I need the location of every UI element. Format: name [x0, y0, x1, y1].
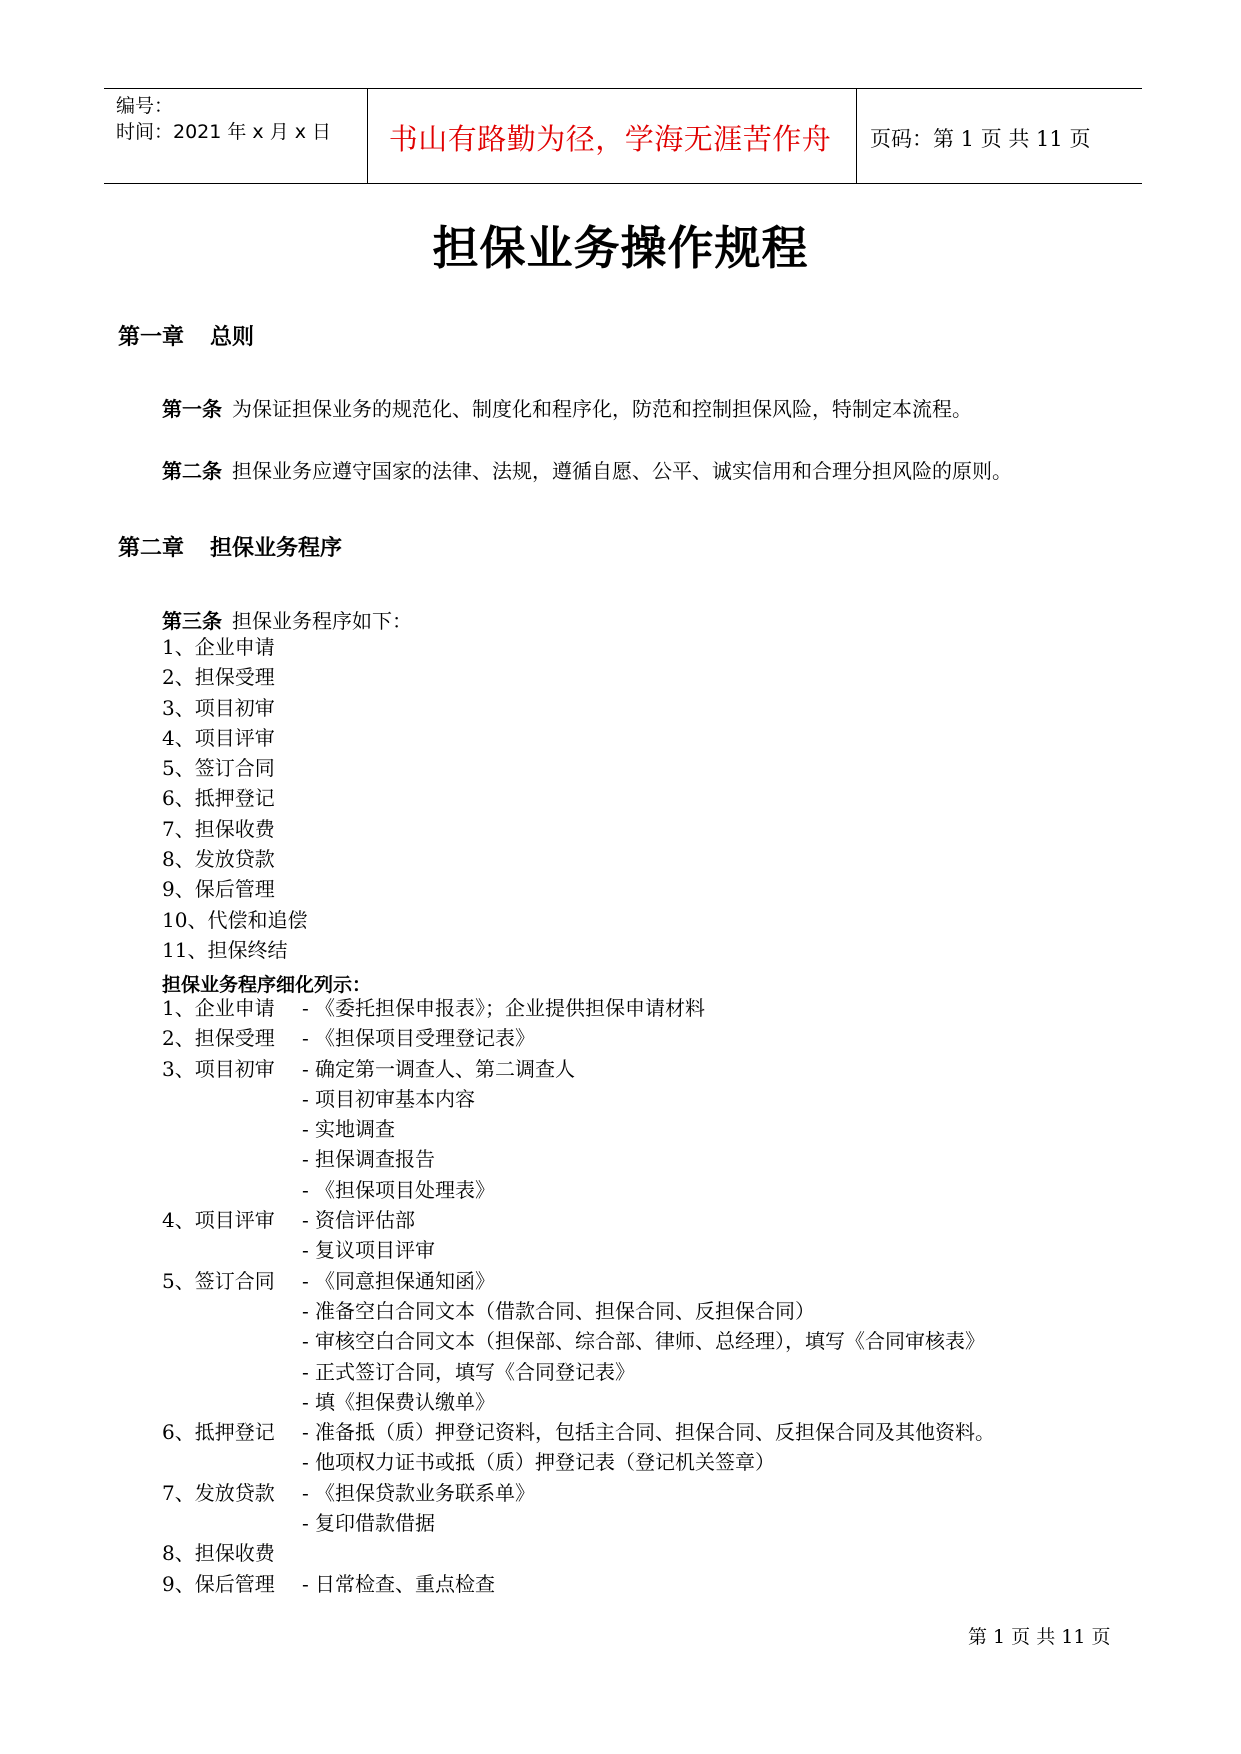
chapter-name: 总则	[210, 325, 255, 350]
detail-text: 实地调查	[315, 1117, 395, 1142]
detail-heading: 担保业务程序细化列示：	[162, 974, 372, 996]
detail-dash: -	[302, 1329, 309, 1354]
detail-dash: -	[302, 1117, 309, 1142]
article	[162, 393, 972, 422]
header-motto: 书山有路勤为径，学海无涯苦作舟	[388, 122, 832, 156]
detail-dash: -	[302, 1177, 309, 1202]
detail-dash: -	[302, 1389, 309, 1414]
header-page-info: 页码：第 1 页 共 11 页	[870, 127, 1091, 151]
article-number: 第二条	[162, 459, 222, 483]
time-label: 时间：2021 年 x 月 x 日	[116, 121, 332, 143]
detail-dash: -	[302, 1086, 309, 1111]
list-item: 3、项目初审	[162, 695, 275, 720]
detail-text: 项目初审基本内容	[315, 1086, 475, 1111]
list-item: 9、保后管理	[162, 877, 275, 902]
document-title: 担保业务操作规程	[432, 221, 809, 275]
step-list	[162, 632, 307, 965]
detail-dash: -	[302, 1359, 309, 1384]
detail-text: 复议项目评审	[315, 1238, 435, 1263]
header-left-cell	[116, 93, 361, 145]
detail-text: 正式签订合同，填写《合同登记表》	[315, 1359, 635, 1384]
list-item: 7、担保收费	[162, 816, 275, 841]
detail-label: 6、抵押登记	[162, 1420, 275, 1445]
detail-dash: -	[302, 1571, 309, 1596]
detail-text: 他项权力证书或抵（质）押登记表（登记机关签章）	[315, 1450, 775, 1475]
detail-text: 《担保贷款业务联系单》	[315, 1480, 535, 1505]
article	[162, 605, 412, 634]
detail-label: 2、担保受理	[162, 1026, 275, 1051]
detail-text: 审核空白合同文本（担保部、综合部、律师、总经理），填写《合同审核表》	[315, 1329, 985, 1354]
list-item: 8、发放贷款	[162, 847, 275, 872]
detail-label: 7、发放贷款	[162, 1480, 275, 1505]
detail-text: 资信评估部	[315, 1208, 415, 1233]
detail-dash: -	[302, 1511, 309, 1536]
detail-text: 准备空白合同文本（借款合同、担保合同、反担保合同）	[315, 1298, 815, 1323]
detail-text: 确定第一调查人、第二调查人	[315, 1056, 575, 1081]
detail-text: 准备抵（质）押登记资料，包括主合同、担保合同、反担保合同及其他资料。	[315, 1420, 995, 1445]
detail-text: 复印借款借据	[315, 1511, 435, 1536]
detail-label: 5、签订合同	[162, 1268, 275, 1293]
detail-text: 填《担保费认缴单》	[315, 1389, 495, 1414]
list-item: 10、代偿和追偿	[162, 907, 308, 932]
article-text: 担保业务程序如下：	[232, 609, 412, 633]
list-item: 1、企业申请	[162, 635, 275, 659]
detail-text: 日常检查、重点检查	[315, 1571, 495, 1596]
list-item: 6、抵押登记	[162, 786, 275, 811]
article-text: 为保证担保业务的规范化、制度化和程序化，防范和控制担保风险，特制定本流程。	[232, 397, 972, 421]
detail-text: 《委托担保申报表》；企业提供担保申请材料	[315, 996, 705, 1020]
detail-dash: -	[302, 1480, 309, 1505]
detail-text: 担保调查报告	[315, 1147, 435, 1172]
list-item: 4、项目评审	[162, 725, 275, 750]
number-label: 编号：	[116, 95, 174, 117]
header-table	[104, 88, 1142, 184]
detail-dash: -	[302, 996, 309, 1020]
page-footer: 第 1 页 共 11 页	[968, 1626, 1111, 1648]
detail-dash: -	[302, 1238, 309, 1263]
article	[162, 455, 1012, 484]
detail-dash: -	[302, 1026, 309, 1051]
chapter-number: 第一章	[118, 325, 185, 350]
detail-dash: -	[302, 1450, 309, 1475]
list-item: 11、担保终结	[162, 937, 288, 962]
chapter-number: 第二章	[118, 536, 185, 561]
detail-label: 4、项目评审	[162, 1208, 275, 1233]
article-text: 担保业务应遵守国家的法律、法规，遵循自愿、公平、诚实信用和合理分担风险的原则。	[232, 459, 1012, 483]
detail-dash: -	[302, 1208, 309, 1233]
article-number: 第三条	[162, 609, 222, 633]
header-divider	[856, 89, 857, 183]
detail-text: 《同意担保通知函》	[315, 1268, 495, 1293]
detail-label: 1、企业申请	[162, 996, 275, 1020]
detail-dash: -	[302, 1056, 309, 1081]
detail-text: 《担保项目受理登记表》	[315, 1026, 535, 1051]
detail-dash: -	[302, 1268, 309, 1293]
chapter-heading	[118, 320, 254, 351]
detail-label: 8、担保收费	[162, 1541, 275, 1566]
list-item: 2、担保受理	[162, 665, 275, 690]
detail-label: 3、项目初审	[162, 1056, 275, 1081]
detail-dash: -	[302, 1420, 309, 1445]
detail-dash: -	[302, 1147, 309, 1172]
detail-text: 《担保项目处理表》	[315, 1177, 495, 1202]
detail-dash: -	[302, 1298, 309, 1323]
article-number: 第一条	[162, 397, 222, 421]
detail-label: 9、保后管理	[162, 1571, 275, 1596]
chapter-heading	[118, 531, 342, 562]
chapter-name: 担保业务程序	[210, 536, 343, 561]
list-item: 5、签订合同	[162, 756, 275, 781]
